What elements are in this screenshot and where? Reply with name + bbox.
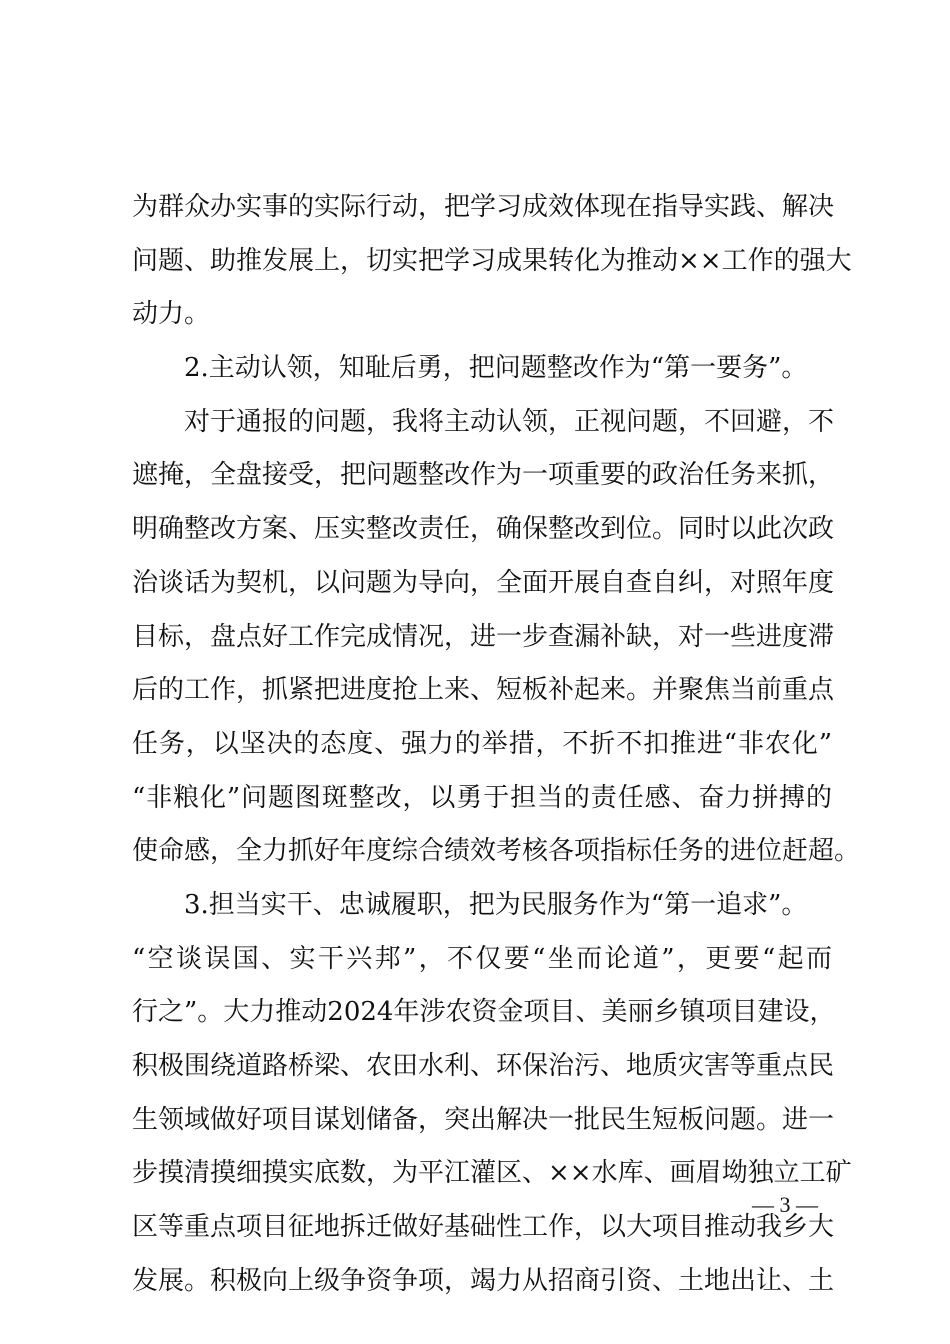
- text-line: 治谈话为契机，以问题为导向，全面开展自查自纠，对照年度: [132, 567, 835, 598]
- text-line: 后的工作，抓紧把进度抢上来、短板补起来。并聚焦当前重点: [132, 675, 835, 706]
- text-line: 行之”。大力推动2024年涉农资金项目、美丽乡镇项目建设，: [132, 997, 836, 1028]
- text-line: 使命感，全力抓好年度综合绩效考核各项指标任务的进位赶超。: [132, 836, 861, 867]
- text-line: 动力。: [132, 299, 211, 330]
- text-line: 对于通报的问题，我将主动认领，正视问题，不回避，不: [184, 406, 835, 437]
- text-line: 生领域做好项目谋划储备，突出解决一批民生短板问题。进一: [132, 1104, 835, 1135]
- text-line: 遮掩，全盘接受，把问题整改作为一项重要的政治任务来抓，: [132, 460, 835, 491]
- section-heading-2: 2.主动认领，知耻后勇，把问题整改作为“第一要务”。: [184, 353, 808, 384]
- text-line: “空谈误国、实干兴邦”，不仅要“坐而论道”，更要“起而: [132, 943, 832, 974]
- text-line: 任务，以坚决的态度、强力的举措，不折不扣推进“非农化”: [132, 728, 832, 759]
- text-line: 区等重点项目征地拆迁做好基础性工作，以大项目推动我乡大: [132, 1212, 835, 1243]
- text-line: 为群众办实事的实际行动，把学习成效体现在指导实践、解决: [132, 192, 835, 222]
- body-text: [132, 181, 861, 1308]
- text-line: 步摸清摸细摸实底数，为平江灌区、××水库、画眉坳独立工矿: [132, 1158, 852, 1189]
- section-heading-3: 3.担当实干、忠诚履职，把为民服务作为“第一追求”。: [184, 889, 808, 920]
- text-line: 目标，盘点好工作完成情况，进一步查漏补缺，对一些进度滞: [132, 621, 835, 652]
- text-line: 明确整改方案、压实整改责任，确保整改到位。同时以此次政: [132, 514, 835, 545]
- text-line: 发展。积极向上级争资争项，竭力从招商引资、土地出让、土: [132, 1265, 835, 1296]
- page-number: — 3 —: [752, 1192, 818, 1217]
- text-line: 问题、助推发展上，切实把学习成果转化为推动××工作的强大: [132, 245, 852, 276]
- text-line: “非粮化”问题图斑整改，以勇于担当的责任感、奋力拼搏的: [132, 782, 832, 813]
- text-line: 积极围绕道路桥梁、农田水利、环保治污、地质灾害等重点民: [132, 1051, 835, 1081]
